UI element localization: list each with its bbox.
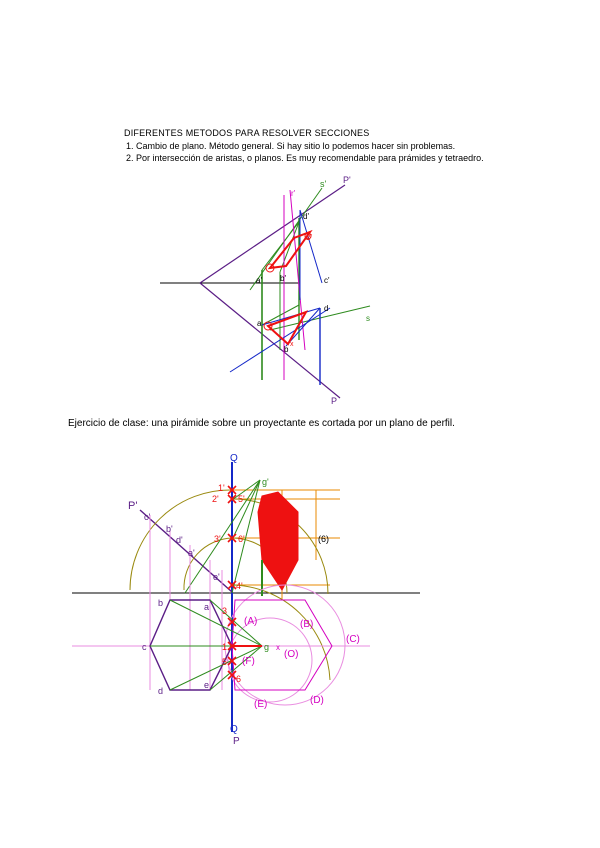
label-b-prime-2: b'	[166, 524, 173, 534]
label-4-prime: 4'	[236, 581, 243, 591]
label-s-prime: s'	[320, 179, 327, 189]
hexagon-base-plan	[150, 600, 232, 690]
edge-b-d	[280, 222, 299, 272]
section-heading: DIFERENTES METODOS PARA RESOLVER SECCIONES	[124, 128, 370, 138]
label-b: b	[284, 345, 289, 354]
label-d-plan: d	[158, 686, 164, 696]
label-q-bottom: Q	[230, 724, 238, 735]
label-s: s	[366, 314, 370, 323]
label-c-plan: c	[142, 642, 147, 652]
label-5-plan: 5	[222, 657, 228, 667]
label-p-bottom: P	[233, 736, 240, 747]
label-q-top: Q	[230, 453, 238, 464]
label-1-prime: 1'	[218, 483, 225, 493]
method-item-2: 2. Por intersección de aristas, o planos. Es muy recomendable para prámides y tetraedro.	[126, 153, 484, 163]
label-a-plan: a	[204, 602, 210, 612]
exercise-caption: Ejercicio de clase: una pirámide sobre un proyectante es cortada por un plano de perfil.	[68, 418, 455, 429]
label-paren-f: (F)	[242, 656, 255, 667]
label-d: d	[324, 304, 329, 313]
label-paren-b: (B)	[300, 619, 314, 630]
label-c-prime: c'	[324, 276, 330, 285]
label-d-prime: d'	[303, 212, 309, 221]
label-p-prime-2: P'	[128, 500, 138, 512]
plan-edge-d-g	[170, 646, 262, 690]
diagram-2-pyramid-profile-plane	[72, 453, 420, 747]
method-item-1: 1. Cambio de plano. Método general. Si hay sitio lo podemos hacer sin problemas.	[126, 141, 456, 151]
label-p: P	[331, 396, 338, 406]
label-3-plan: 3	[222, 606, 228, 616]
pink-circle-1	[228, 618, 312, 702]
label-b-plan: b	[158, 598, 164, 608]
label-paren-a: (A)	[244, 616, 258, 627]
edge-g-3	[232, 480, 260, 540]
label-5-prime: 5'	[238, 494, 245, 504]
label-x: x	[290, 341, 294, 348]
plane-trace-p	[200, 283, 340, 398]
label-paren-d: (D)	[310, 695, 324, 706]
olive-arc-2	[184, 538, 232, 590]
label-3-prime: 3'	[214, 534, 221, 544]
label-a-prime-2: a'	[188, 548, 195, 558]
label-x-plan: x	[276, 643, 280, 652]
label-b-prime: b'	[280, 274, 286, 283]
section-plan	[268, 312, 306, 344]
label-d-prime-2: d'	[176, 535, 183, 545]
label-6-prime: 6'	[238, 534, 245, 544]
diagram-1-section-methods	[160, 175, 370, 406]
label-2-prime-2: 2'	[212, 494, 219, 504]
label-c-prime-2: c'	[144, 512, 151, 522]
section-elevation	[270, 232, 310, 268]
label-a-prime: a'	[256, 276, 262, 285]
label-a: a	[257, 319, 262, 328]
label-g-prime: g'	[262, 477, 269, 487]
label-paren-c: (C)	[346, 634, 360, 645]
label-paren-6: (6)	[318, 534, 329, 544]
label-6-plan: 6	[236, 674, 242, 684]
true-shape-section	[258, 492, 298, 590]
label-g-plan: g	[264, 642, 270, 652]
label-1-plan: 1	[222, 642, 228, 652]
label-paren-o: (O)	[284, 649, 299, 660]
label-e-prime-2: e'	[213, 572, 220, 582]
label-2-prime: 2'	[306, 233, 312, 242]
label-e-plan: e	[204, 680, 210, 690]
label-paren-e: (E)	[254, 699, 268, 710]
label-r-prime: r'	[291, 189, 296, 198]
label-p-prime: P'	[343, 175, 351, 185]
